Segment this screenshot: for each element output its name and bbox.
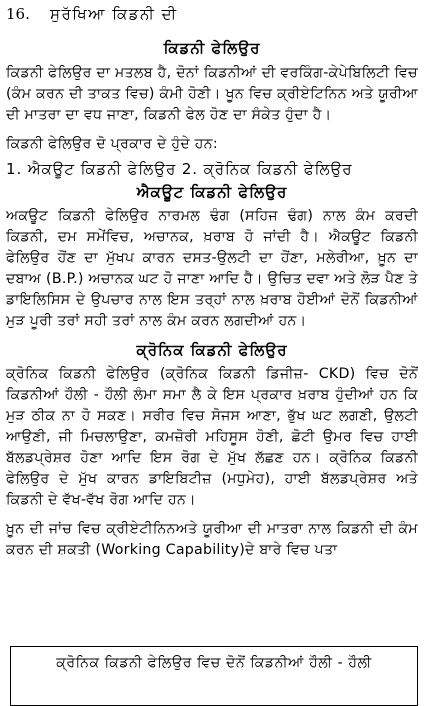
summary-box-line: ਕ੍ਰੋਨਿਕ ਕਿਡਨੀ ਫੇਲਿਉਰ ਵਿਚ ਦੋਨੋਂ ਕਿਡਨੀਆਂ ਹੌਲੀ - ਹੌਲੀ	[56, 655, 372, 671]
chapter-title: ਸੁਰੱਖਿਆ ਕਿਡਨੀ ਦੀ	[50, 5, 178, 23]
blood-test-paragraph: ਖ਼ੂਨ ਦੀ ਜਾਂਚ ਵਿਚ ਕ੍ਰੀਏਟੀਨਿਨਅਤੇ ਯੂਰੀਆ ਦੀ ਮਾਤਰਾ ਨਾਲ ਕਿਡਨੀ ਦੀ ਕੰਮ ਕਰਨ ਦੀ ਸ਼ਕਤੀ (Working Capability)ਦੇ ਬਾਰੇ ਵਿਚ ਪਤਾ	[6, 521, 418, 558]
types-intro: ਕਿਡਨੀ ਫੇਲਿਉਰ ਦੋ ਪ੍ਰਕਾਰ ਦੇ ਹੁੰਦੇ ਹਨ:	[6, 136, 218, 152]
section-heading-acute: ਐਕਊਟ ਕਿਡਨੀ ਫੇਲਿਉਰ	[136, 183, 288, 201]
acute-paragraph: ਅਕਊਟ ਕਿਡਨੀ ਫੇਲਿਉਰ ਨਾਰਮਲ ਢੰਗ (ਸਹਿਜ ਢੰਗ) ਨਾਲ ਕੰਮ ਕਰਦੀ ਕਿਡਨੀ, ਦਮ ਸਮੇਂਵਿਚ, ਅਚਾਨਕ, ਖ਼ਰਾਬ ਹੋ ਜਾਂਦੀ ਹੈ। ਐਕਊਟ ਕਿਡਨੀ ਫੇਲਿਉਰ ਹੋਂਣ ਦਾ ਮੁੱਖਪ ਕਾਰਨ ਦਸਤ-ਉਲਟੀ ਦਾ ਹੋਂਣਾ, ਮਲੇਰੀਆ, ਖ਼ੂਨ ਦਾ ਦਬਾਅ (B.P.) ਅਚਾਨਕ ਘਟ ਹੋ ਜਾਣਾ ਆਦਿ ਹੈ। ਉਚਿਤ ਦਵਾ ਅਤੇ ਲੋੜ ਪੈਣ ਤੇ ਡਾਇਲਿਸਿਸ ਦੇ ਉਪਚਾਰ ਨਾਲ ਇਸ ਤਰ੍ਹਾਂ ਨਾਲ ਖ਼ਰਾਬ ਹੋਈਆਂ ਦੋਨੋਂ ਕਿਡਨੀਆਂ ਮੁੜ ਪੂਰੀ ਤਰਾਂ ਸਹੀ ਤਰਾਂ ਨਾਲ ਕੰਮ ਕਰਨ ਲਗਦੀਆਂ ਹਨ।	[6, 208, 418, 329]
section-heading-kidney-failure: ਕਿਡਨੀ ਫੇਲਿਉਰ	[163, 39, 261, 57]
section-heading-chronic: ਕ੍ਰੋਨਿਕ ਕਿਡਨੀ ਫੇਲਿਉਰ	[136, 341, 288, 359]
types-list: 1. ਐਕਊਟ ਕਿਡਨੀ ਫੇਲਿਉਰ 2. ਕ੍ਰੋਨਿਕ ਕਿਡਨੀ ਫੇਲਿਉਰ	[6, 160, 353, 178]
definition-paragraph: ਕਿਡਨੀ ਫੇਲਿਉਰ ਦਾ ਮਤਲਬ ਹੈ, ਦੋਨਾਂ ਕਿਡਨੀਆਂ ਦੀ ਵਰਕਿੰਗ-ਕੇਪੇਬਿਲਿਟੀ ਵਿਚ (ਕੰਮ ਕਰਨ ਦੀ ਤਾਕਤ ਵਿਚ) ਕੰਮੀ ਹੋਣੀ। ਖੂਨ ਵਿਚ ਕ੍ਰੀਏਟਿਨਿਨ ਅਤੇ ਯੂਰੀਆ ਦੀ ਮਾਤਰਾ ਦਾ ਵਧ ਜਾਣਾ, ਕਿਡਨੀ ਫੇਲ ਹੋਣ ਦਾ ਸੰਕੇਤ ਹੁੰਦਾ ਹੈ।	[6, 65, 418, 123]
running-header	[6, 4, 418, 26]
page-number: 16.	[6, 5, 30, 23]
summary-box	[10, 646, 418, 706]
chronic-paragraph: ਕ੍ਰੋਨਿਕ ਕਿਡਨੀ ਫੇਲਿਉਰ (ਕ੍ਰੋਨਿਕ ਕਿਡਨੀ ਡਿਜੀਜ਼- CKD) ਵਿਚ ਦੋਨੋਂ ਕਿਡਨੀਆਂ ਹੌਲੀ - ਹੌਲੀ ਲੰਮਾ ਸਮਾ ਲੈ ਕੇ ਇਸ ਪ੍ਰਕਾਰ ਖ਼ਰਾਬ ਹੁੰਦੀਆਂ ਹਨ ਕਿ ਮੁੜ ਠੀਕ ਨਾ ਹੋ ਸਕਣ। ਸਰੀਰ ਵਿਚ ਸੋਜਸ ਆਣਾ, ਭੁੱਖ ਘਟ ਲਗਣੀ, ਉਲਟੀ ਆਉਣੀ, ਜੀ ਮਿਚਲਾਉਣਾ, ਕਮਜ਼ੋਰੀ ਮਹਿਸੂਸ ਹੋਣੀ, ਛੋਟੀ ਉਮਰ ਵਿਚ ਹਾਈ ਬੱਲਡਪ੍ਰੇਸ਼ਰ ਹੋਣਾ ਆਦਿ ਇਸ ਰੋਗ ਦੇ ਮੁੱਖ ਲੱਛਣ ਹਨ। ਕ੍ਰੋਨਿਕ ਕਿਡਨੀ ਫੇਲਿਉਰ ਦੇ ਮੁੱਖ ਕਾਰਨ ਡਾਇਬਿਟੀਜ਼ (ਮਧੁਮੇਹ), ਹਾਈ ਬੱਲਡਪ੍ਰੇਸ਼ਰ ਅਤੇ ਕਿਡਨੀ ਦੇ ਵੱਖ-ਵੱਖ ਰੋਗ ਆਦਿ ਹਨ।	[6, 366, 418, 508]
